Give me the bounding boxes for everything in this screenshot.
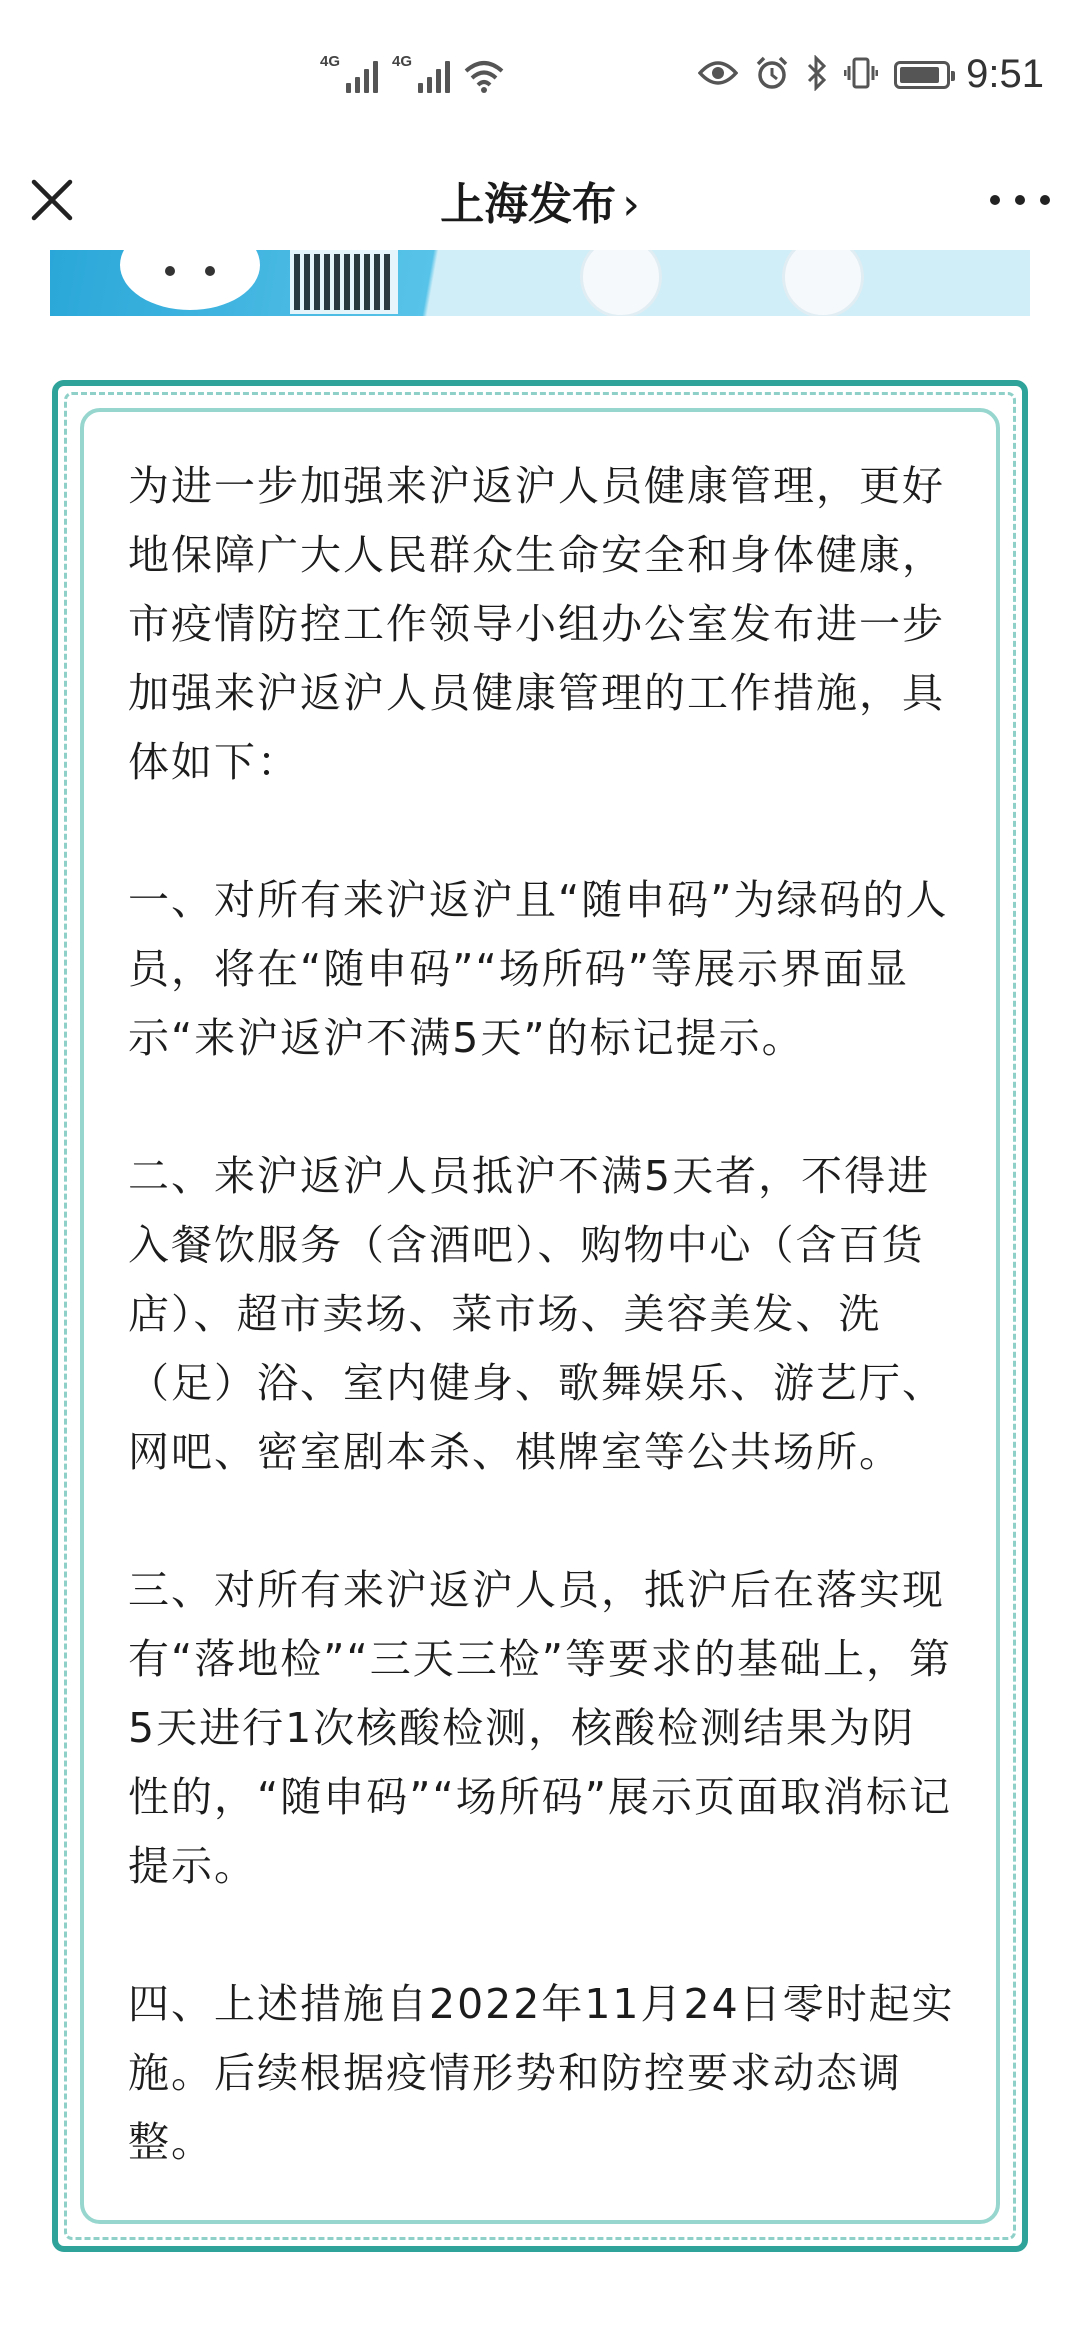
app-icon <box>782 250 864 316</box>
signal-label: 4G <box>392 53 413 70</box>
article-body <box>128 452 958 2177</box>
article-paragraph: 四、上述措施自2022年11月24日零时起实施。后续根据疫情形势和防控要求动态调整。 <box>128 1980 955 2166</box>
nav-bar <box>0 150 1080 250</box>
wifi-icon <box>464 59 504 93</box>
article-paragraph: 二、来沪返沪人员抵沪不满5天者，不得进入餐饮服务（含酒吧）、购物中心（含百货店）、超市卖场、菜市场、美容美发、洗（足）浴、室内健身、歌舞娱乐、游艺厅、网吧、密室剧本杀、棋牌室等公共场所。 <box>128 1152 945 1476</box>
article-paragraph: 为进一步加强来沪返沪人员健康管理，更好地保障广大人民群众生命安全和身体健康，市疫情防控工作领导小组办公室发布进一步加强来沪返沪人员健康管理的工作措施，具体如下： <box>128 462 945 786</box>
article-paragraph: 三、对所有来沪返沪人员，抵沪后在落实现有“落地检”“三天三检”等要求的基础上，第5天进行1次核酸检测，核酸检测结果为阴性的，“随申码”“场所码”展示页面取消标记提示。 <box>128 1566 952 1890</box>
vaccine-icon <box>580 250 662 316</box>
page-title[interactable] <box>0 168 1080 232</box>
signal-icon <box>392 55 450 93</box>
signal-icon <box>320 55 378 93</box>
vibrate-icon <box>844 56 878 94</box>
signal-label: 4G <box>320 53 341 70</box>
chevron-right-icon[interactable]: › <box>622 179 640 230</box>
status-bar <box>0 0 1080 150</box>
alarm-icon <box>754 55 790 95</box>
status-network <box>320 55 504 93</box>
qr-code-icon <box>290 250 398 314</box>
article-paragraph: 一、对所有来沪返沪且“随申码”为绿码的人员，将在“随申码”“场所码”等展示界面显示“来沪返沪不满5天”的标记提示。 <box>128 876 949 1062</box>
bluetooth-icon <box>806 55 828 95</box>
battery-icon <box>894 61 950 89</box>
status-indicators <box>698 52 1044 97</box>
more-icon[interactable] <box>990 180 1050 220</box>
banner-image <box>50 250 1030 316</box>
eye-icon <box>698 59 738 91</box>
clock: 9:51 <box>966 52 1044 96</box>
account-name[interactable]: 上海发布 <box>440 179 617 230</box>
